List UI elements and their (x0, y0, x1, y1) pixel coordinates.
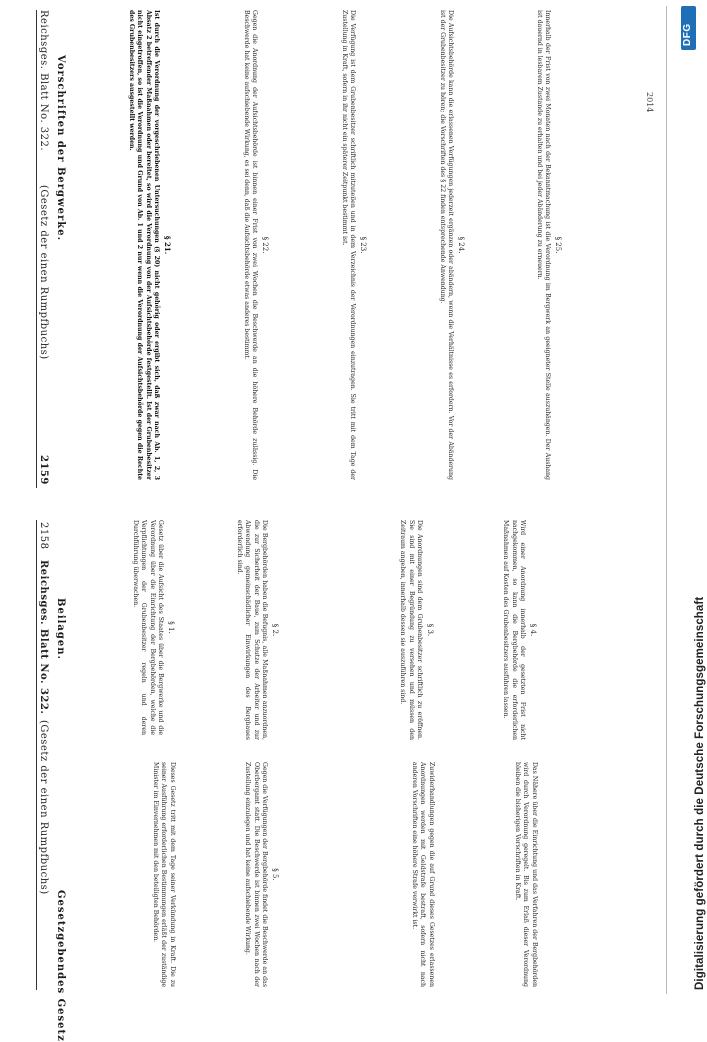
section-mark: § 3. (426, 623, 434, 637)
paragraph-text: Ist durch die Verordnung der vorgeschriebenen Untersuchungen (§ 20) nicht gehörig oder ergibt sich, daß zwar nach Ab. 1, 2, 3 Absatz 2 betreffender Maßnahmen oder bereitet, so wird die Verordnung von der Aufsichtsbehörde festgestellt. Ist der Grubenbesitzer nicht eingetroffen, so ist die Verordnung und Grund von Ab. 1 und 2 nur wenn die Verordnung der Aufsichtsbehörde gegen die Rechte des Grubenbesitzers ausgestellt werden. (127, 10, 161, 480)
paragraph-text: Die Anordnungen sind dem Grubenbesitzer schriftlich zu eröffnen. Sie sind mit einer Begründung zu versehen und müssen den Zeitraum angeben, innerhalb dessen sie auszuführen sind. (399, 520, 424, 740)
paragraph-text: Die Verfügung ist dem Grubenbesitzer schriftlich mitzuteilen und in dem Verzeichnis der Verordnungen einzutragen. Sie tritt mit dem Tage der Zustellung in Kraft, sofern in ihr nicht ein späterer Zeitpunkt bestimmt ist. (340, 10, 357, 480)
section-mark: § 23. (359, 236, 367, 254)
section-mark: § 1. (167, 621, 175, 634)
paragraph-text: Zuwiderhandlungen gegen die auf Grund dieses Gesetzes erlassenen Anordnungen werden mit Geldstrafe bestraft, sofern nicht nach anderen Vorschriften eine höhere Strafe verwirkt ist. (410, 762, 435, 987)
section-mark: § 4. (529, 623, 537, 637)
header-rule-bottom (36, 520, 37, 990)
section-mark: § 5. (271, 868, 279, 881)
paragraph-text: Gegen die Anordnung der Aufsichtsbehörde ist binnen einer Frist von zwei Wochen die Beschwerde an die höhere Behörde zulässig. Die Beschwerde hat keine aufschiebende Wirkung, es sei denn, daß die Aufsichtsbehörde etwas anderes bestimmt. (242, 10, 259, 480)
header-rule-top (36, 10, 37, 488)
article-paragraph (345, 520, 435, 740)
paragraph-text: Die Aufsichtsbehörde kann die erlassenen Verfügungen jederzeit ergänzen oder abändern, wenn die Verhältnisse es erfordern. Vor der Abänderung ist der Grubenbesitzer zu hören; die Vorschriften des § 22 finden entsprechende Anwendung. (438, 10, 455, 480)
left-page-title: Gesetzgebendes Gesetz (55, 890, 66, 1042)
dfg-credit-text: Digitalisierung gefördert durch die Deutsche Forschungsgemeinschaft (694, 596, 706, 990)
paragraph-text: Die Bergbehörden haben die Befugnis, alle Maßnahmen anzuordnen, die zur Sicherheit der Baue, zum Schutze der Arbeiter und zur Abwendung gemeinschädlicher Einwirkungen des Bergbaues erforderlich sind. (235, 520, 269, 740)
section-mark: § 2. (271, 623, 279, 637)
left-page-header-center: (Gesetz der einen Rumpfbuchs) (38, 720, 49, 895)
article-paragraph (432, 520, 538, 740)
article-paragraph (76, 10, 172, 480)
article-paragraph (345, 762, 435, 987)
dfg-logo (681, 6, 696, 50)
section-mark: § 24. (457, 236, 465, 254)
right-page-header-label: Reichsges. Blatt No. 322. (38, 10, 49, 152)
paragraph-text: Wird einer Anordnung innerhalb der gesetzten Frist nicht nachgekommen, so kann die Bergbehörde die erforderlichen Maßnahmen auf Kosten des Grubenbesitzers ausführen lassen. (502, 520, 527, 740)
section-mark: § 22. (261, 236, 269, 254)
paragraph-text: Das Nähere über die Einrichtung und das Verfahren der Bergbehörden wird durch Verordnung geregelt. Bis zum Erlaß dieser Verordnung bleiben die bisherigen Vorschriften in Kraft. (513, 762, 538, 987)
paragraph-text: Dieses Gesetz tritt mit dem Tage seiner Verkündung in Kraft. Die zu seiner Ausführung erforderlichen Bestimmungen erläßt der zuständige Minister im Einvernehmen mit den beteiligten Behörden. (151, 762, 176, 987)
right-page-header-number: 2159 (38, 455, 49, 485)
dfg-logo-text: DFG (682, 23, 693, 46)
paragraph-text: Gegen die Verfügungen der Bergbehörde findet die Beschwerde an das Oberbergamt statt. Die Beschwerde ist binnen zwei Wochen nach der Zustellung einzulegen und hat keine aufschiebende Wirkung. (244, 762, 269, 987)
left-page-header-label: Reichsges. Blatt No. 322. (38, 560, 49, 715)
article-paragraph (176, 10, 270, 480)
right-page-header-center: (Gesetz der einen Rumpfbuchs) (38, 185, 49, 360)
paragraph-text: Innerhalb der Frist von zwei Monaten nach der Bekanntmachung ist die Verordnung im Bergwerk an geeigneter Stelle auszuhängen. Der Aushang ist dauernd in lesbarem Zustande zu erhalten und bei jeder Abänderung zu erneuern. (535, 10, 552, 480)
right-page-title: Vorschriften der Bergwerke. (55, 55, 66, 242)
margin-note: 2014 (645, 92, 654, 113)
left-page-section-title: Beilagen. (55, 598, 66, 660)
article-paragraph (444, 762, 538, 987)
left-page-header-number: 2158 (38, 522, 49, 550)
article-paragraph (372, 10, 466, 480)
paragraph-text: Gesetz über die Aufsicht des Staates über die Bergwerke und die Verordnung über die Einrichtung der Bergbehörden, welche die Verpflichtungen der Grubenbesitzer regeln und deren Durchführung überwachen. (131, 520, 165, 735)
article-paragraph (481, 10, 563, 480)
article-paragraph (140, 762, 280, 987)
section-mark: § 25. (554, 236, 562, 254)
article-paragraph (140, 520, 280, 740)
article-paragraph (276, 10, 368, 480)
section-mark: § 21. (163, 235, 172, 255)
